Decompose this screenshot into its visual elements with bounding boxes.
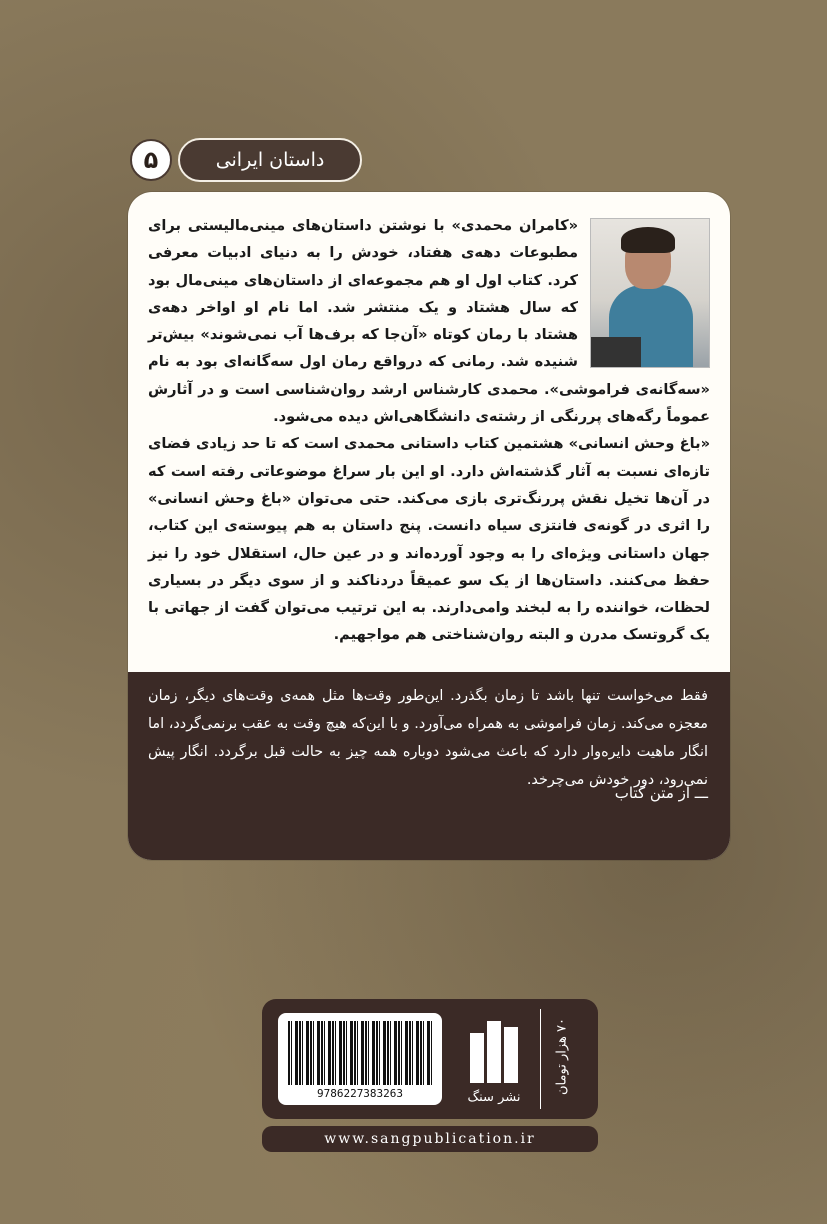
excerpt-text: فقط می‌خواست تنها باشد تا زمان بگذرد. این‌طور وقت‌ها مثل همه‌ی وقت‌های دیگر، زمان معجزه می‌کند. زمان فراموشی به همراه می‌آورد. و با این‌که هیچ وقت به عقب برنمی‌گردد، اما انگار ماهیت دایره‌وار دارد که باعث می‌شود دوباره همه چیز به حالت قبل برگردد. انگار پیش نمی‌رود، دور خودش می‌چرخد. [148, 688, 708, 788]
series-number: ۵ [130, 139, 172, 181]
bio-paragraph-1: «کامران محمدی» با نوشتن داستان‌های مینی‌مالیستی برای مطبوعات دهه‌ی هفتاد، خودش را به دنیای ادبیات معرفی کرد. کتاب اول او هم مجموعه‌ای از داستان‌های مینی‌مال بود که سال هشتاد و یک منتشر شد. اما نام او اواخر دهه‌ی هشتاد با رمان کوتاه «آن‌جا که برف‌ها آب نمی‌شوند» بیش‌تر شنیده شد. رمانی که درواقع رمان اول سه‌گانه‌ای بود به نام «سه‌گانه‌ی فراموشی». محمدی کارشناس ارشد روان‌شناسی است و در آثارش عموماً رگه‌های پررنگی از رشته‌ی دانشگاهی‌اش دیده می‌شود. [148, 217, 710, 426]
price-label: ۷۰ هزار تومان [554, 1018, 570, 1095]
isbn-barcode [278, 1013, 442, 1105]
series-label: داستان ایرانی [178, 138, 362, 182]
isbn-number: 9786227383263 [316, 1087, 404, 1100]
publication-info [262, 999, 598, 1119]
publisher-logo [464, 1013, 524, 1105]
logo-bar-icon [470, 1033, 484, 1083]
logo-bar-icon [487, 1021, 501, 1083]
series-badge [128, 138, 360, 182]
author-bio [148, 212, 710, 649]
price-area [540, 1009, 585, 1109]
back-cover-card [128, 192, 730, 860]
barcode-icon [288, 1021, 432, 1085]
publisher-name: نشر سنگ [467, 1090, 521, 1105]
excerpt-source: ـــ از متن کتاب [614, 784, 708, 802]
bio-paragraph-2: «باغ وحش انسانی» هشتمین کتاب داستانی محمدی است که تا حد زیادی فضای تازه‌ای نسبت به آثار گذشته‌اش دارد. او این بار سراغ موضوعاتی رفته است که در آن‌ها تخیل نقش پررنگ‌تری بازی می‌کند. حتی می‌توان «باغ وحش انسانی» را اثری در گونه‌ی فانتزی سیاه دانست. پنج داستان به هم پیوسته‌ی این کتاب، جهان داستانی ویژه‌ای را به وجود آورده‌اند و در عین حال، استقلال خود را نیز حفظ می‌کنند. داستان‌ها از یک سو عمیقاً دردناکند و از سوی دیگر در بسیاری لحظات، خواننده را به لبخند وامی‌دارند. به این ترتیب می‌توان گفت از جهاتی با یک گروتسک مدرن و البته روان‌شناختی هم مواجهیم. [148, 435, 710, 644]
book-excerpt [128, 672, 730, 860]
website-url[interactable]: www.sangpublication.ir [262, 1126, 598, 1152]
logo-bar-icon [504, 1027, 518, 1083]
